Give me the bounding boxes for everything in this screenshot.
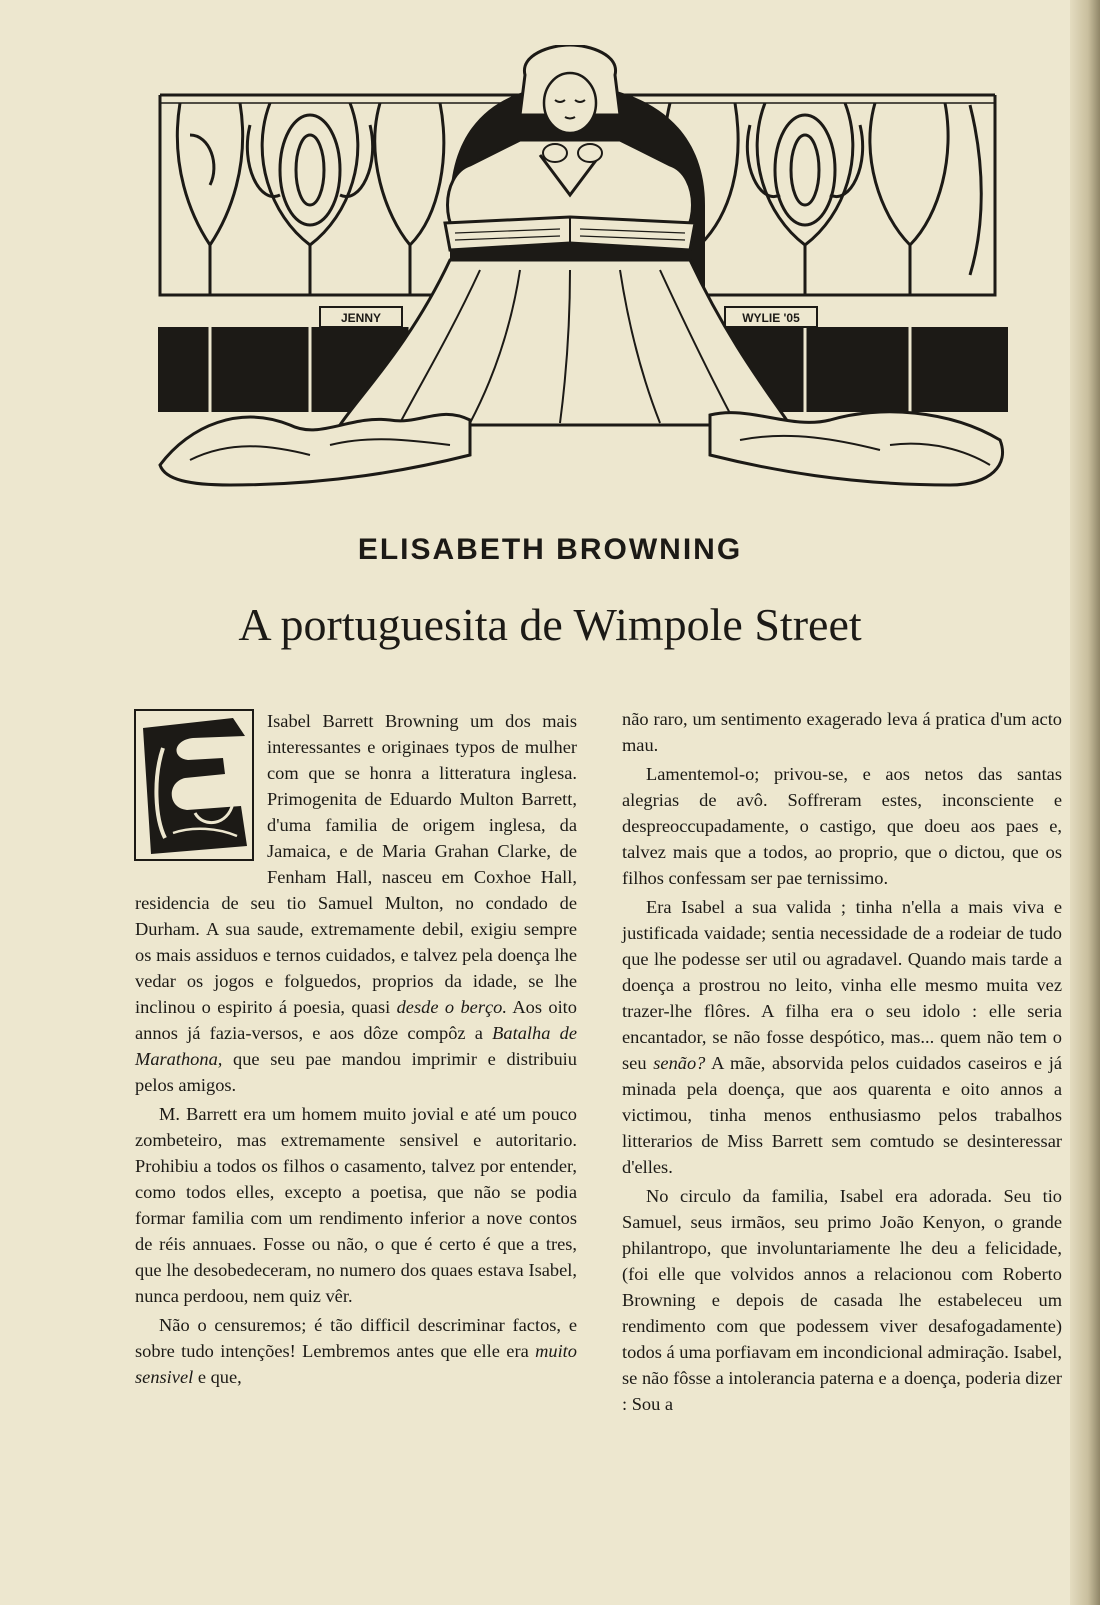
signature-right: WYLIE '05 [742,311,800,325]
paragraph [135,1312,577,1390]
ornamental-dropcap [133,708,257,864]
right-ornament [665,103,981,295]
page-edge-shadow [1070,0,1100,1605]
left-column [135,708,577,1390]
text-run: Isabel Barrett Browning um dos mais interessantes e originaes typos de mulher com que se honra a litteratura inglesa. Primogenita de Eduardo Multon Barrett, d'uma familia de origem inglesa, da Jamaica, e de Maria Grahan Clarke, de Fenham Hall, nasceu em Coxhoe Hall, residencia de seu tio Samuel Multon, no condado de Durham. A sua saude, extremamente debil, exigiu sempre os mais assiduos e ternos cuidados, e talvez pela doença lhe vedar os jogos e folguedos, proprios da idade, se lhe inclinou o espirito á poesia, quasi [135,711,577,1017]
header-illustration [150,45,1030,500]
paragraph [622,894,1062,1180]
italic-run: desde o berço. [396,997,507,1017]
left-ornament [177,103,443,295]
paragraph: não raro, um sentimento exagerado leva á pratica d'um acto mau. [622,709,1062,755]
paragraph: No circulo da familia, Isabel era adorada. Seu tio Samuel, seus irmãos, seu primo João Kenyon, o grande philantropo, que involuntariamente lhe deu a felicidade, (foi elle que volvidos annos a relacionou com Roberto Browning e depois de casada lhe estabeleceu um rendimento com que podessem viver desafogadamente) todos á uma porfiavam em incondicional admiração. Isabel, se não fôsse a intolerancia paterna e a doença, poderia dizer : Sou a [622,1186,1062,1414]
text-run: Não o censuremos; é tão difficil descriminar factos, e sobre tudo intenções! Lembremos antes que elle era [135,1315,577,1361]
text-run: Aos oito annos já fazia-versos, e aos dôze compôz a [135,997,577,1043]
text-run: e que, [193,1367,242,1387]
italic-run: muito sensivel [135,1341,577,1387]
signature-left: JENNY [340,311,382,325]
paragraph: Lamentemol-o; privou-se, e aos netos das santas alegrias de avô. Soffreram estes, inconsciente e despreoccupadamente, o castigo, que doeu aos paes e, talvez mais que a todos, ao proprio, que o dictou, que os filhos confessam ser pae ternissimo. [622,764,1062,888]
italic-run: senão? [653,1053,706,1073]
paragraph: M. Barrett era um homem muito jovial e até um pouco zombeteiro, mas extremamente sensivel e autoritario. Prohibiu a todos os filhos o casamento, talvez por entender, como todos elles, excepto a poetisa, que não se podia formar familia com um rendimento inferior a nove contos de réis annuaes. Fosse ou não, o que é certo é que a tres, que lhe desobedeceram, no numero dos quaes estava Isabel, nunca perdoou, nem quiz vêr. [135,1104,577,1306]
right-column [622,706,1062,1417]
article-title: ELISABETH BROWNING [357,533,743,566]
text-run: Era Isabel a sua valida ; tinha n'ella a mais viva e justificada vaidade; sentia necessidade de a rodeiar de tudo que lhe podesse ser util ou agradavel. Quando mais tarde a doença a prostrou no leito, vinha elle mesmo muita vez trazer-lhe flôres. A filha era o seu idolo : elle seria encantador, se não fosse despótico, mas... quem não tem o seu [622,897,1062,1073]
text-run: A mãe, absorvida pelos cuidados caseiros e já minada pela doença, que aos quarenta e oito annos a victimou, tinha menos enthusiasmo pelos trabalhos litterarios de Miss Barrett sem comtudo se desinteressar d'elles. [622,1053,1062,1177]
italic-run: Batalha de Marathona, [135,1023,577,1069]
text-run: que seu pae mandou imprimir e distribuiu pelos amigos. [135,1049,577,1095]
article-subtitle: A portuguesita de Wimpole Street [238,599,862,650]
